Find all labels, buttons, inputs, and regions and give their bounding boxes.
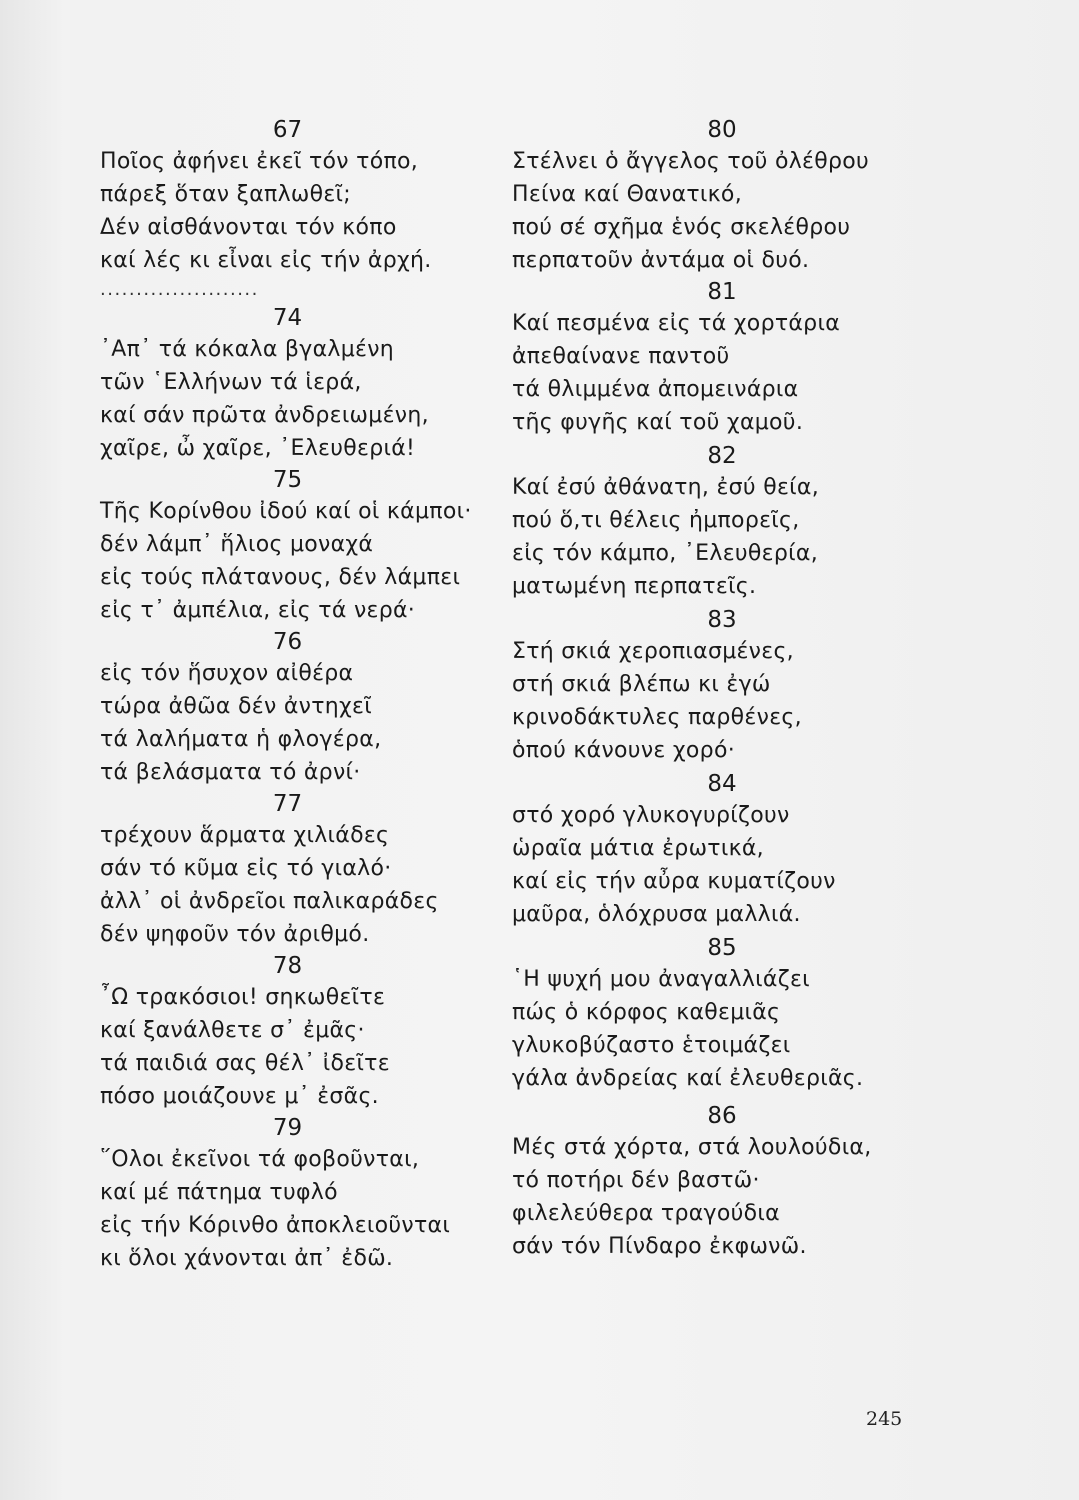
verse-line: τά βελάσματα τό ἀρνί·	[100, 760, 361, 785]
verse-line: Καί πεσμένα εἰς τά χορτάρια	[512, 311, 840, 336]
verse-line: ᾿Απ᾿ τά κόκαλα βγαλμένη	[100, 337, 395, 362]
verse-line: σάν τόν Πίνδαρο ἐκφωνῶ.	[512, 1234, 807, 1259]
stanza	[512, 933, 932, 1095]
verse-line: Καί ἐσύ ἀθάνατη, ἐσύ θεία,	[512, 475, 820, 500]
verse-line: Μές στά χόρτα, στά λουλούδια,	[512, 1135, 872, 1160]
stanza	[100, 303, 475, 465]
verse-line: περπατοῦν ἀντάμα οἱ δυό.	[512, 248, 810, 273]
verse-line: Πείνα καί Θανατικό,	[512, 182, 742, 207]
verse-line: καί λές κι εἶναι εἰς τήν ἀρχή.	[100, 248, 432, 273]
stanza-number: 80	[707, 117, 737, 143]
left-column	[100, 115, 475, 1275]
verse-line: τρέχουν ἅρματα χιλιάδες	[100, 823, 390, 848]
verse-line: φιλελεύθερα τραγούδια	[512, 1201, 780, 1226]
stanza	[100, 1113, 475, 1275]
verse-line: μαῦρα, ὁλόχρυσα μαλλιά.	[512, 902, 801, 927]
verse-line: καί ξανάλθετε σ᾿ ἐμᾶς·	[100, 1018, 365, 1043]
stanza-number: 74	[272, 305, 303, 331]
verse-line: γάλα ἀνδρείας καί ἐλευθεριᾶς.	[512, 1066, 864, 1091]
verse-line: εἰς τ᾿ ἀμπέλια, εἰς τά νερά·	[100, 598, 416, 623]
verse-line: εἰς τόν κάμπο, ᾿Ελευθερία,	[512, 541, 818, 566]
verse-line: πάρεξ ὅταν ξαπλωθεῖ;	[100, 182, 352, 207]
verse-line: στό χορό γλυκογυρίζουν	[512, 803, 790, 828]
stanza	[512, 769, 932, 931]
verse-line: κρινοδάκτυλες παρθένες,	[512, 705, 802, 730]
stanza-number: 67	[272, 117, 303, 143]
stanza-number: 77	[272, 791, 303, 817]
verse-line: Τῆς Κορίνθου ἰδού καί οἱ κάμποι·	[100, 499, 472, 524]
verse-line: εἰς τήν Κόρινθο ἀποκλειοῦνται	[100, 1213, 451, 1238]
verse-line: ἀλλ᾿ οἱ ἀνδρεῖοι παλικαράδες	[100, 889, 439, 914]
verse-line: καί μέ πάτημα τυφλό	[100, 1180, 338, 1205]
stanza	[512, 277, 932, 439]
stanza-number: 84	[707, 771, 737, 797]
stanza	[100, 627, 475, 789]
verse-line: πού ὅ,τι θέλεις ἠμπορεῖς,	[512, 508, 800, 533]
stanza-number: 86	[707, 1103, 737, 1129]
verse-line: δέν ψηφοῦν τόν ἀριθμό.	[100, 922, 370, 947]
stanza	[100, 465, 475, 627]
verse-line: ματωμένη περπατεῖς.	[512, 574, 757, 599]
stanza	[100, 115, 475, 277]
stanza-number: 76	[272, 629, 303, 655]
verse-line: τά λαλήματα ἡ φλογέρα,	[100, 727, 382, 752]
verse-line: Στέλνει ὁ ἄγγελος τοῦ ὀλέθρου	[512, 149, 870, 174]
verse-line: τώρα ἀθῶα δέν ἀντηχεῖ	[100, 694, 372, 719]
verse-line: στή σκιά βλέπω κι ἐγώ	[512, 672, 771, 697]
stanza	[512, 115, 932, 277]
verse-line: γλυκοβύζαστο ἑτοιμάζει	[512, 1033, 791, 1058]
verse-line: τῶν ῾Ελλήνων τά ἱερά,	[100, 370, 362, 395]
stanza-number: 79	[272, 1115, 303, 1141]
right-column	[512, 115, 932, 1263]
verse-line: δέν λάμπ᾿ ἥλιος μοναχά	[100, 532, 374, 557]
verse-line: ῾Η ψυχή μου ἀναγαλλιάζει	[512, 967, 810, 992]
verse-line: καί εἰς τήν αὖρα κυματίζουν	[512, 869, 836, 894]
verse-line: πού σέ σχῆμα ἑνός σκελέθρου	[512, 215, 851, 240]
verse-line: εἰς τόν ἥσυχον αἰθέρα	[100, 661, 354, 686]
stanza-number: 82	[707, 443, 737, 469]
verse-line: πώς ὁ κόρφος καθεμιᾶς	[512, 1000, 781, 1025]
verse-line: Στή σκιά χεροπιασμένες,	[512, 639, 794, 664]
verse-line: ῞Ολοι ἐκεῖνοι τά φοβοῦνται,	[100, 1147, 420, 1172]
verse-line: εἰς τούς πλάτανους, δέν λάμπει	[100, 565, 461, 590]
verse-line: τῆς φυγῆς καί τοῦ χαμοῦ.	[512, 410, 804, 435]
verse-line: Δέν αἰσθάνονται τόν κόπο	[100, 215, 397, 240]
stanza-number: 75	[272, 467, 303, 493]
verse-line: καί σάν πρῶτα ἀνδρειωμένη,	[100, 403, 429, 428]
verse-line: χαῖρε, ὦ χαῖρε, ᾿Ελευθεριά!	[100, 436, 416, 461]
verse-line: ῏Ω τρακόσιοι! σηκωθεῖτε	[100, 985, 386, 1010]
verse-line: ἀπεθαίνανε παντοῦ	[512, 344, 730, 369]
stanza	[512, 1101, 932, 1263]
page-number: 245	[866, 1408, 903, 1430]
verse-line: κι ὅλοι χάνονται ἀπ᾿ ἐδῶ.	[100, 1246, 394, 1271]
stanza	[100, 277, 475, 303]
verse-line: πόσο μοιάζουνε μ᾿ ἐσᾶς.	[100, 1084, 379, 1109]
stanza	[100, 951, 475, 1113]
stanza	[512, 605, 932, 767]
ellipsis-line: ......................	[100, 279, 259, 300]
verse-line: ὁπού κάνουνε χορό·	[512, 738, 735, 763]
stanza-number: 83	[707, 607, 737, 633]
stanza-number: 81	[707, 279, 737, 305]
stanza-number: 78	[272, 953, 303, 979]
verse-line: Ποῖος ἀφήνει ἐκεῖ τόν τόπο,	[100, 149, 419, 174]
verse-line: τά θλιμμένα ἀπομεινάρια	[512, 377, 799, 402]
stanza-number: 85	[707, 935, 737, 961]
verse-line: ὡραῖα μάτια ἐρωτικά,	[512, 836, 764, 861]
verse-line: τό ποτήρι δέν βαστῶ·	[512, 1168, 760, 1193]
stanza	[100, 789, 475, 951]
verse-line: σάν τό κῦμα εἰς τό γιαλό·	[100, 856, 392, 881]
verse-line: τά παιδιά σας θέλ᾿ ἰδεῖτε	[100, 1051, 390, 1076]
stanza	[512, 441, 932, 603]
